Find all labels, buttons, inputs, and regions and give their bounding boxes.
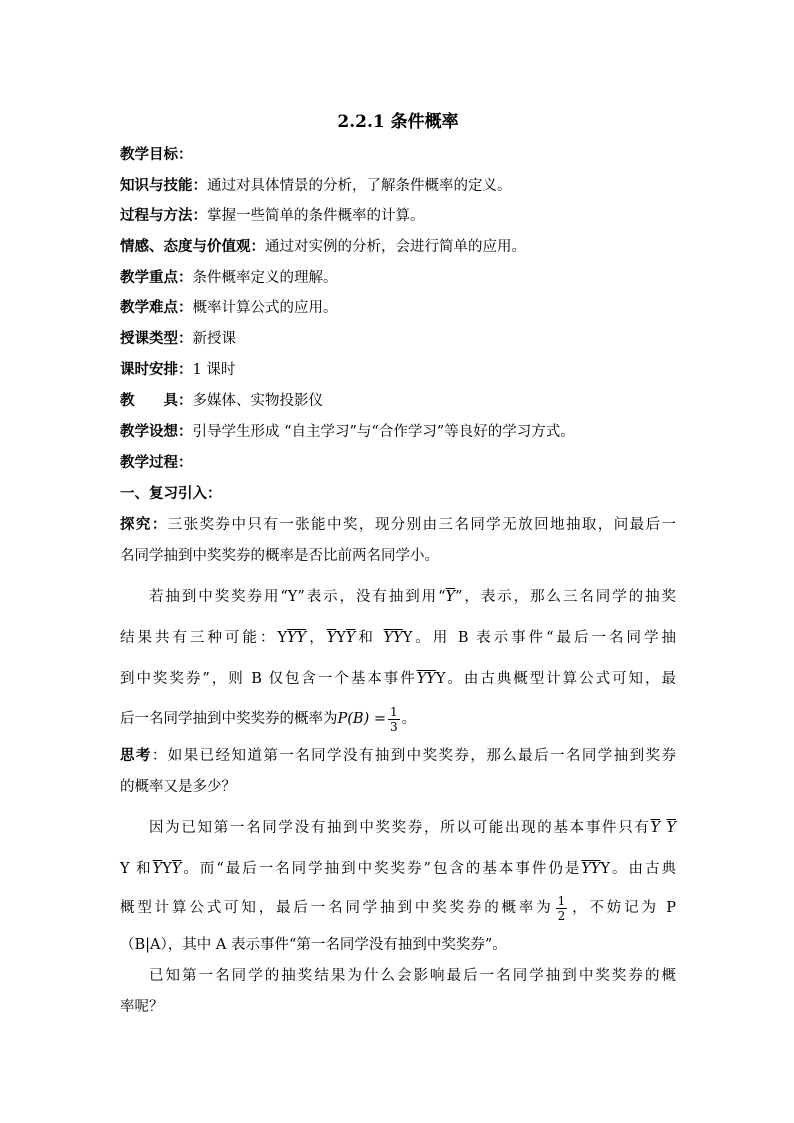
- difficulty-label: 教学难点：: [120, 299, 193, 316]
- para1-line-2: [120, 628, 676, 648]
- para1-text-d2: 。: [401, 711, 417, 727]
- ybar-symbol: $\overline{Y}$: [445, 589, 456, 605]
- para2-text-b3: 。而“最后一名同学抽到中奖奖券”包含的基本事件仍是: [181, 861, 582, 877]
- para1-line-1: [120, 587, 676, 607]
- para2-text-b2: Y: [162, 861, 172, 877]
- think-label: 思考: [120, 747, 152, 764]
- fraction-numerator: 1: [557, 893, 566, 908]
- para2-line-2: [120, 859, 676, 879]
- process-heading: 教学过程：: [120, 454, 193, 471]
- type-line: [120, 329, 676, 349]
- section-heading: 一、复习引入：: [120, 485, 222, 502]
- fraction-numerator: 1: [389, 704, 398, 719]
- ybar-symbol: $\overline{Y}$: [152, 861, 163, 877]
- emotion-line: [120, 237, 676, 257]
- tools-label: 教 具：: [120, 392, 193, 409]
- key-label: 教学重点：: [120, 269, 193, 286]
- para2-text-b1: Y 和: [120, 861, 153, 877]
- think-line-1: [120, 746, 676, 766]
- ybar-symbol: $\overline{Y}$: [296, 630, 307, 646]
- fraction-denominator: 2: [557, 908, 566, 923]
- hours-label: 课时安排：: [120, 361, 193, 378]
- hours-line: [120, 360, 676, 380]
- para3-line-2: 率呢？: [120, 999, 164, 1015]
- para1-text-b1: 结果共有三种可能：Y: [120, 630, 288, 646]
- ybar-symbol: $\overline{Y}$: [426, 671, 436, 687]
- ybar-symbol: $\overline{Y}$: [345, 630, 356, 646]
- para2-text-c2: ，不妨记为 P: [569, 900, 677, 916]
- explore-text-1: 三张奖券中只有一张能中奖，现分别由三名同学无放回地抽取，问最后一: [167, 517, 676, 533]
- type-text: 新授课: [192, 331, 236, 347]
- type-label: 授课类型：: [120, 330, 193, 347]
- para3-line-1: 已知第一名同学的抽奖结果为什么会影响最后一名同学抽到中奖奖券的概: [149, 968, 676, 984]
- ybar-symbol: $\overline{Y}$: [326, 630, 337, 646]
- think-line-2: 的概率又是多少？: [120, 779, 236, 795]
- ybar-symbol: $\overline{Y}$: [590, 861, 601, 877]
- emotion-text: 通过对实例的分析，会进行简单的应用。: [265, 239, 526, 255]
- ybar-symbol: $\overline{Y}$: [287, 630, 297, 646]
- fraction-one-third: [388, 705, 400, 734]
- para2-line-1: [120, 818, 676, 838]
- knowledge-text: 通过对具体情景的分析，了解条件概率的定义。: [207, 178, 512, 194]
- para1-text-a1: 若抽到中奖奖券用“Y”表示，没有抽到用“: [149, 589, 446, 605]
- para2-text-b4: Y。由古典: [600, 861, 676, 877]
- difficulty-line: [120, 298, 676, 318]
- design-text: 引导学生形成 “自主学习”与“合作学习”等良好的学习方式。: [192, 424, 575, 440]
- para2-line-4: （B|A），其中 A 表示事件“第一名同学没有抽到中奖奖券”。: [120, 937, 507, 953]
- ybar-symbol: $\overline{Y}$: [650, 820, 661, 836]
- design-label: 教学设想：: [120, 423, 193, 440]
- ybar-symbol: $\overline{Y}$: [171, 861, 182, 877]
- para2-text-c1: 概型计算公式可知，最后一名同学抽到中奖奖券的概率为: [120, 900, 554, 916]
- knowledge-line: [120, 176, 676, 196]
- process-label: 过程与方法：: [120, 207, 207, 224]
- think-text-1: ：如果已经知道第一名同学没有抽到中奖奖券，那么最后一名同学抽到奖券: [151, 748, 677, 764]
- ybar-symbol: $\overline{Y}$: [581, 861, 591, 877]
- goal-heading: 教学目标：: [120, 146, 193, 163]
- difficulty-text: 概率计算公式的应用。: [192, 300, 338, 316]
- emotion-label: 情感、态度与价值观：: [120, 238, 265, 255]
- fraction-denominator: 3: [389, 719, 398, 734]
- tools-line: [120, 391, 676, 411]
- para1-text-d1: 后一名同学抽到中奖奖券的概率为: [120, 711, 338, 727]
- fraction-one-half: [556, 894, 568, 923]
- hours-text: 1 课时: [192, 362, 236, 378]
- para1-text-c2: Y。由古典概型计算公式可知，最: [435, 671, 676, 687]
- ybar-symbol: $\overline{Y}$: [383, 630, 394, 646]
- page-title: 2.2.1 条件概率: [337, 112, 459, 132]
- para1-text-b5: Y。用 B 表示事件“最后一名同学抽: [402, 630, 677, 646]
- key-line: [120, 268, 676, 288]
- knowledge-label: 知识与技能：: [120, 177, 207, 194]
- process-line: [120, 206, 676, 226]
- tools-text: 多媒体、实物投影仪: [192, 393, 323, 409]
- para1-text-b4: 和: [355, 630, 376, 646]
- para1-line-3: [120, 669, 676, 689]
- explore-label: 探究：: [120, 516, 168, 533]
- para1-line-4: [120, 704, 676, 734]
- ybar-symbol: $\overline{Y}$: [416, 671, 427, 687]
- para2-line-3: [120, 893, 676, 923]
- design-line: [120, 422, 676, 442]
- para2-text-a1: 因为已知第一名同学没有抽到中奖奖券，所以可能出现的基本事件只有: [149, 820, 651, 836]
- process-text: 掌握一些简单的条件概率的计算。: [207, 208, 425, 224]
- probability-expression: P(B) =: [337, 711, 386, 727]
- ybar-symbol: $\overline{Y}$: [393, 630, 403, 646]
- para1-text-b3: Y: [336, 630, 346, 646]
- para1-text-a2: ”，表示，那么三名同学的抽奖: [455, 589, 676, 605]
- ybar-symbol: $\overline{Y}$: [666, 820, 677, 836]
- explore-line-2: 名同学抽到中奖奖券的概率是否比前两名同学小。: [120, 548, 439, 564]
- explore-line-1: [120, 515, 676, 535]
- para1-text-c1: 到中奖奖券”，则 B 仅包含一个基本事件: [120, 671, 417, 687]
- key-text: 条件概率定义的理解。: [192, 270, 338, 286]
- para1-text-b2: ，: [306, 630, 327, 646]
